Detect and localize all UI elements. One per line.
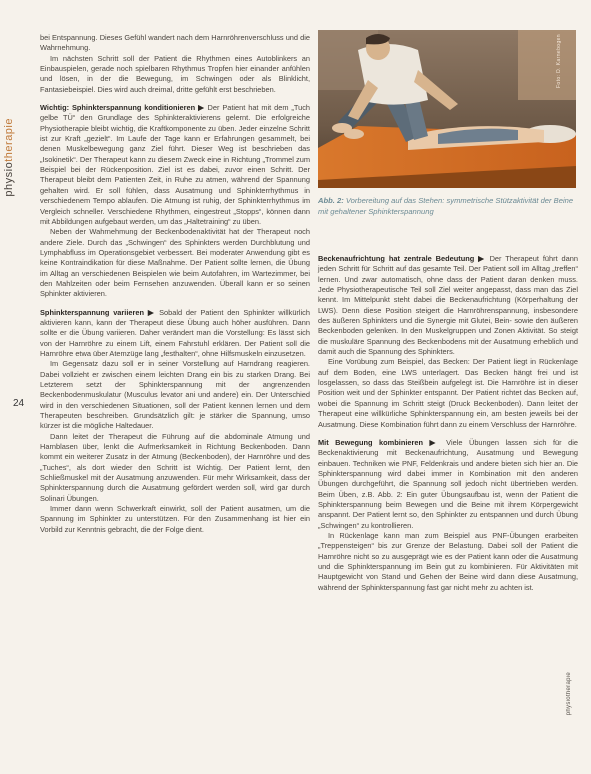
therapy-photo-illustration [318, 30, 576, 188]
arrow-icon: ▶ [478, 254, 486, 263]
section-heading: Sphinkterspannung variieren ▶ [40, 307, 156, 317]
arrow-icon: ▶ [147, 307, 156, 317]
section-text: Sobald der Patient den Sphinkter willkürlich aktivieren kann, kann der Therapeut diese Übung auch höher ausführen. Dann sollte er die Übung variieren. Daher verändert man die Vorstellung: Es lässt sich von der Harnröhre zu einem Lift, einem Fahrstuhl erklären. Der Patient soll die Harnröhre etwa über Atemzüge lang „festhalten“, ohne Hilfsmuskeln einzusetzen. [40, 307, 310, 358]
section-heading: Mit Bewegung kombinieren ▶ [318, 437, 440, 447]
section-paragraph [318, 438, 578, 531]
paragraph: bei Entspannung. Dieses Gefühl wandert nach dem Harnröhrenverschluss und die Wahrnehmung. [40, 33, 310, 53]
section-paragraph [318, 254, 578, 357]
right-column [318, 254, 578, 593]
figure-caption [318, 196, 576, 217]
left-column [40, 33, 310, 535]
arrow-icon: ▶ [429, 437, 440, 447]
paragraph: Immer dann wenn Schwerkraft einwirkt, soll der Patient ausatmen, um die Spannung im Sphinkter zu unterstützen. Für den Zusammenhang ist hier ein Vorbild zur Kenntnis gebracht, die der Folge dient. [40, 504, 310, 534]
section-paragraph [40, 103, 310, 227]
section-heading: Wichtig: Sphinkterspannung konditionieren ▶ [40, 103, 205, 113]
photo-credit: Foto: D. Karnebogen [556, 34, 562, 89]
section-text: Viele Übungen lassen sich für die Beckenaktivierung mit Beckenaufrichtung, Ausatmung und Bewegung einbauen. Techniken wie PNF, Feldenkrais und andere bieten sich hier an. Die Sphinkterspannung wird dabei immer in Kombination mit den anderen Übungen durchgeführt, die Spannung soll jedoch nicht übertrieben werden. Beim Üben, z.B. Abb. 2: Ein guter Übungsaufbau ist, wenn der Patient die Sphinkterspannung beim Bewegen und die Beine mit ihrem Körpergewicht anspannt. Der Patient lernt so, den Sphinkter zu entspannen und durch Übung „Schwingen“ zu kontrollieren. [318, 437, 578, 530]
paragraph: In Rückenlage kann man zum Beispiel aus PNF-Übungen erarbeiten „Treppensteigen“ bis zur Grenze der Belastung. Dabei soll der Patient die Harnröhre nicht so zu ausgeprägt wie es der Patient kann oder die Ausatmung und die Sphinkterspannung im Bein gut zu kombinieren. Für Aktivitäten mit Hauptgewicht von Stand und Gehen der Beine wird dann diese Ausatmung, während der Sphinkterspannung fast gar nicht mehr zu achten ist. [318, 530, 578, 592]
section-heading: Beckenaufrichtung hat zentrale Bedeutung ▶ [318, 254, 486, 263]
footer-journal-mark: physiotherapie [566, 672, 572, 716]
caption-text: Vorbereitung auf das Stehen: symmetrische Stützaktivität der Beine mit gehaltener Sphinkterspannung [318, 196, 574, 216]
section-text: Der Therapeut führt dann jeden Schritt für Schritt auf das gesamte Teil. Der Patient soll im Alltag „treffen“ lernen. Und zwar automatisch, ohne dass der Patient daran denken muss. Jede Physiotherapeutische Teil soll Ziel weiter angepasst, dass man das Ziel kennt. Im Mittelpunkt steht dabei die Beckenaufrichtung (Körperhaltung der LWS). Denn diese Position steigert die Harnröhrenspannung, insbesondere des äußeren Sphinkters und die Synergie mit Glutei, Bein- sowie den äußeren Beckenboden gelenken. In den Muskelgruppen und Zonen Aktivität. So steigt die muskuläre Spannung des Beckenbodens mit der Ausatmung erheblich und damit auch die Spannung des Sphinkters. [318, 254, 578, 357]
journal-name: physio [3, 161, 15, 197]
paragraph: Dann leitet der Therapeut die Führung auf die abdominale Atmung und Harnblasen über, lenkt die Aufmerksamkeit in Richtung Beckenboden. Dann kommt ein weiterer Zusatz in der Atmung (Beckenboden), der Harnröhre und des „Tuches“, als dort wieder den Schritt ist Wichtig. Der Patient lernt, den Schließmuskel mit der Ausatmung anzuwenden. Für mehr Wirksamkeit, dass der Sphinkterspannung durch die Ausatmung gefördert werden soll, wird gar durch Solinari Übungen. [40, 431, 310, 503]
paragraph: Im Gegensatz dazu soll er in seiner Vorstellung auf Harndrang reagieren. Dabei vollzieht er zwischen einem leichten Drang ein bis zu starken Drang. Bei Letzterem setzt der Sphinkterspannung mit der angrenzenden Beckenbodenmuskulatur (Musculus levator ani und andere) ein. Der Unterschied wird in den verschiedenen Situationen, soll der Patient kennen lernen und dem Therapeuten beschreiben. Grundsätzlich gilt: je stärker die Spannung, umso kürzer ist die mögliche Haltedauer. [40, 359, 310, 431]
section-paragraph [40, 308, 310, 360]
arrow-icon: ▶ [198, 103, 205, 113]
paragraph: Eine Vorübung zum Beispiel, das Becken: Der Patient liegt in Rückenlage auf dem Boden, eine LWS unterlagert. Das Becken hängt frei und ist losgelassen, so dass das Steißbein aufgelegt ist. Die Harnröhre ist in dieser Position weit und der Sphinkter entspannt. Der Patient richtet das Becken auf, wobei die Spannung im Schritt steigt (Druck Beckenboden). Dann leitet der Therapeut eine willkürliche Sphinkterspannung ein, am besten jeweils bei der Ausatmung. Diese Kombination führt dann zu einem Verschluss der Harnröhre. [318, 357, 578, 429]
caption-label: Abb. 2: [318, 196, 344, 205]
journal-name-accent: therapie [3, 118, 15, 162]
section-text: Der Patient hat mit dem „Tuch gelbe TÜ“ den Grundlage des Sphinkteraktivierens gelernt. Die erfolgreiche Physiotherapie bleibt wichtig, die Kraftkomponente zu üben. Jeder einzelne Schritt ist zur Kraft „gezielt“. Im Laufe der Tage kann er Erfahrungen gesammelt, bei denen Muskelbewegung ganz Ziel führt. Dieser Weg ist beschrieben das „Isokinetik“. Der Therapeut kann zu diesem Zweck eine in Richtung „Trommel zum Beispiel bei der Rückenposition. Ziel ist es dabei, zuvor einen Schritt. Der Therapeut bleibt dem Patienten Zeit, in Ruhe zu atmen, während der Spannung gehalten wird. Er soll fühlen, dass Ausatmung und Sphinkterrhythmus in verschiedenem Tempo ablaufen. Die Atmung ist ruhig, der Sphinkterrhythmus im Vergleich schneller. Verschiedene Rhythmen, eingestreut „Stopps“, können dann mit Abbildungen aufgebaut werden, um das „Haltetraining“ zu üben. [40, 103, 311, 226]
paragraph: Neben der Wahrnehmung der Beckenbodenaktivität hat der Therapeut noch andere Ziele. Durch das „Schwingen“ des Sphinkters werden Durchblutung und Lymphabfluss im Operationsgebiet verbessert. Bei moderater Anwendung gibt es keine Kontraindikation für diese Maßnahme. Der Patient sollte lernen, die Übung im Alltag an verschiedenen Beispielen wie beim Autofahren, im Wartezimmer, bei den Mahlzeiten oder beim Fernsehen anzuwenden. Überall kann er so seinen Sphinkter aktivieren. [40, 227, 310, 299]
page-number: 24 [13, 398, 25, 409]
figure-photo [318, 30, 576, 188]
journal-side-title [3, 118, 15, 197]
paragraph: Im nächsten Schritt soll der Patient die Rhythmen eines Autoblinkers an Einbauspielen, gerade noch spielbaren Rhythmus Tropfen hier einander anfühlen und lösen, in der die Bewegung, im Schwingen oder als Blinklicht, Fantasiebeispiel. Dies wird auch dreimal, dritte gefühlt erst beschrieben. [40, 53, 310, 94]
